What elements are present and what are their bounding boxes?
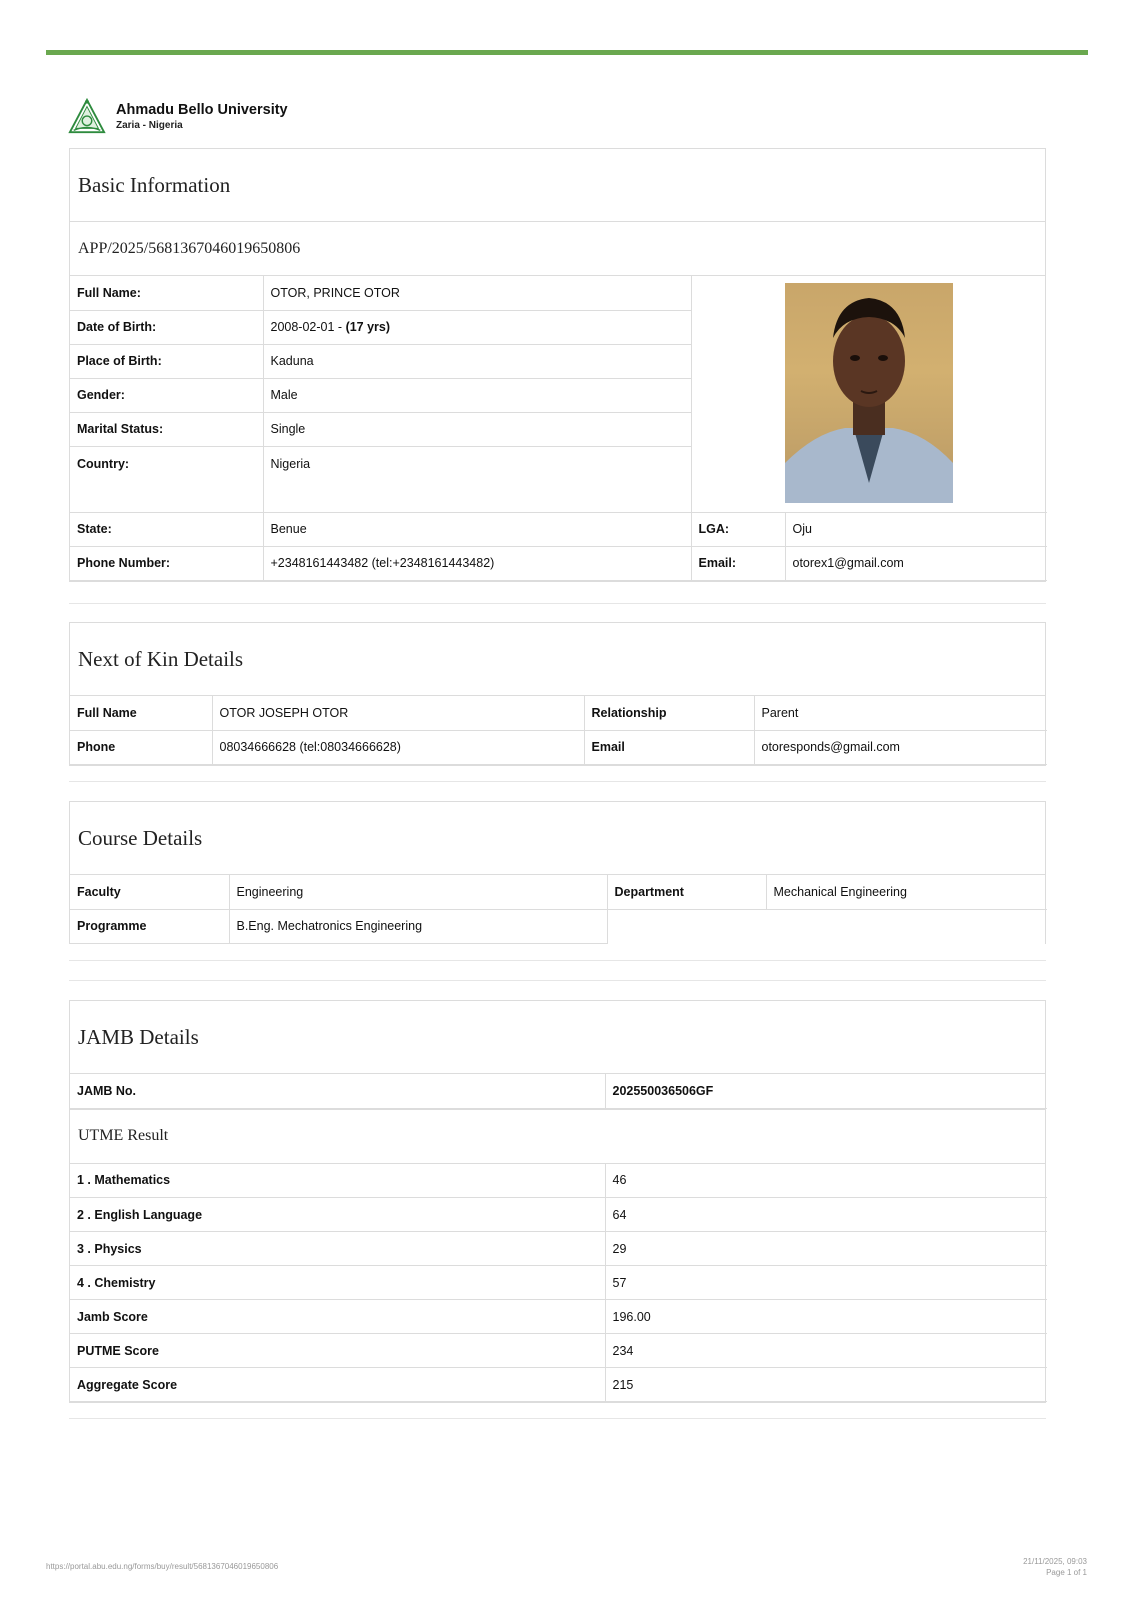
faculty-label: Faculty bbox=[70, 875, 229, 909]
place-of-birth-label: Place of Birth: bbox=[70, 344, 263, 378]
subject-label: 2 . English Language bbox=[70, 1198, 605, 1232]
divider bbox=[69, 781, 1046, 782]
kin-phone-label: Phone bbox=[70, 730, 212, 764]
jamb-no-value: 202550036506GF bbox=[605, 1074, 1047, 1108]
kin-name-label: Full Name bbox=[70, 696, 212, 730]
section-title: Next of Kin Details bbox=[70, 623, 1045, 696]
subject-label: 1 . Mathematics bbox=[70, 1164, 605, 1198]
divider bbox=[69, 1418, 1046, 1419]
kin-relationship-label: Relationship bbox=[584, 696, 754, 730]
lga-value: Oju bbox=[785, 512, 1047, 546]
applicant-photo bbox=[785, 283, 953, 503]
subject-score: 46 bbox=[605, 1164, 1047, 1198]
kin-email-label: Email bbox=[584, 730, 754, 764]
kin-relationship-value: Parent bbox=[754, 696, 1047, 730]
university-location: Zaria - Nigeria bbox=[116, 120, 183, 131]
dob-value: 2008-02-01 - (17 yrs) bbox=[263, 310, 691, 344]
jamb-details-section bbox=[69, 1000, 1046, 1403]
aggregate-score-value: 215 bbox=[605, 1368, 1047, 1402]
full-name-label: Full Name: bbox=[70, 276, 263, 310]
divider bbox=[69, 980, 1046, 981]
footer-meta bbox=[1023, 1556, 1087, 1578]
next-of-kin-section bbox=[69, 622, 1046, 766]
divider bbox=[69, 960, 1046, 961]
utme-result-title: UTME Result bbox=[70, 1109, 1045, 1164]
top-accent-bar bbox=[46, 50, 1088, 55]
programme-value: B.Eng. Mechatronics Engineering bbox=[229, 909, 607, 943]
state-label: State: bbox=[70, 512, 263, 546]
lga-label: LGA: bbox=[691, 512, 785, 546]
kin-phone-value: 08034666628 (tel:08034666628) bbox=[212, 730, 584, 764]
utme-result-table bbox=[70, 1164, 1047, 1403]
document-header bbox=[68, 97, 288, 137]
marital-status-label: Marital Status: bbox=[70, 412, 263, 446]
programme-label: Programme bbox=[70, 909, 229, 943]
subject-score: 29 bbox=[605, 1232, 1047, 1266]
department-value: Mechanical Engineering bbox=[766, 875, 1047, 909]
basic-information-section bbox=[69, 148, 1046, 582]
jamb-no-label: JAMB No. bbox=[70, 1074, 605, 1108]
country-label: Country: bbox=[70, 446, 263, 512]
photo-cell bbox=[691, 276, 1047, 512]
gender-value: Male bbox=[263, 378, 691, 412]
course-table bbox=[70, 875, 1047, 944]
university-name: Ahmadu Bello University bbox=[116, 102, 288, 118]
dob-label: Date of Birth: bbox=[70, 310, 263, 344]
full-name-value: OTOR, PRINCE OTOR bbox=[263, 276, 691, 310]
print-datetime: 21/11/2025, 09:03 bbox=[1023, 1557, 1087, 1566]
subject-label: 4 . Chemistry bbox=[70, 1266, 605, 1300]
footer-url: https://portal.abu.edu.ng/forms/buy/result/5681367046019650806 bbox=[46, 1562, 279, 1571]
department-label: Department bbox=[607, 875, 766, 909]
putme-score-value: 234 bbox=[605, 1334, 1047, 1368]
place-of-birth-value: Kaduna bbox=[263, 344, 691, 378]
page-number: Page 1 of 1 bbox=[1046, 1568, 1087, 1577]
email-value: otorex1@gmail.com bbox=[785, 546, 1047, 580]
marital-status-value: Single bbox=[263, 412, 691, 446]
application-number: APP/2025/5681367046019650806 bbox=[70, 222, 1045, 276]
kin-name-value: OTOR JOSEPH OTOR bbox=[212, 696, 584, 730]
phone-value: +2348161443482 (tel:+2348161443482) bbox=[263, 546, 691, 580]
age: (17 yrs) bbox=[345, 320, 391, 334]
faculty-value: Engineering bbox=[229, 875, 607, 909]
country-value: Nigeria bbox=[263, 446, 691, 512]
gender-label: Gender: bbox=[70, 378, 263, 412]
email-label: Email: bbox=[691, 546, 785, 580]
university-logo-icon bbox=[68, 98, 106, 136]
kin-email-value: otoresponds@gmail.com bbox=[754, 730, 1047, 764]
course-details-section bbox=[69, 801, 1046, 944]
basic-info-table bbox=[70, 276, 1047, 581]
jamb-number-table bbox=[70, 1074, 1047, 1109]
aggregate-score-label: Aggregate Score bbox=[70, 1368, 605, 1402]
section-title: JAMB Details bbox=[70, 1001, 1045, 1074]
next-of-kin-table bbox=[70, 696, 1047, 765]
jamb-score-label: Jamb Score bbox=[70, 1300, 605, 1334]
section-title: Basic Information bbox=[70, 149, 1045, 222]
jamb-score-value: 196.00 bbox=[605, 1300, 1047, 1334]
subject-score: 64 bbox=[605, 1198, 1047, 1232]
divider bbox=[69, 603, 1046, 604]
putme-score-label: PUTME Score bbox=[70, 1334, 605, 1368]
state-value: Benue bbox=[263, 512, 691, 546]
subject-score: 57 bbox=[605, 1266, 1047, 1300]
phone-label: Phone Number: bbox=[70, 546, 263, 580]
section-title: Course Details bbox=[70, 802, 1045, 875]
subject-label: 3 . Physics bbox=[70, 1232, 605, 1266]
